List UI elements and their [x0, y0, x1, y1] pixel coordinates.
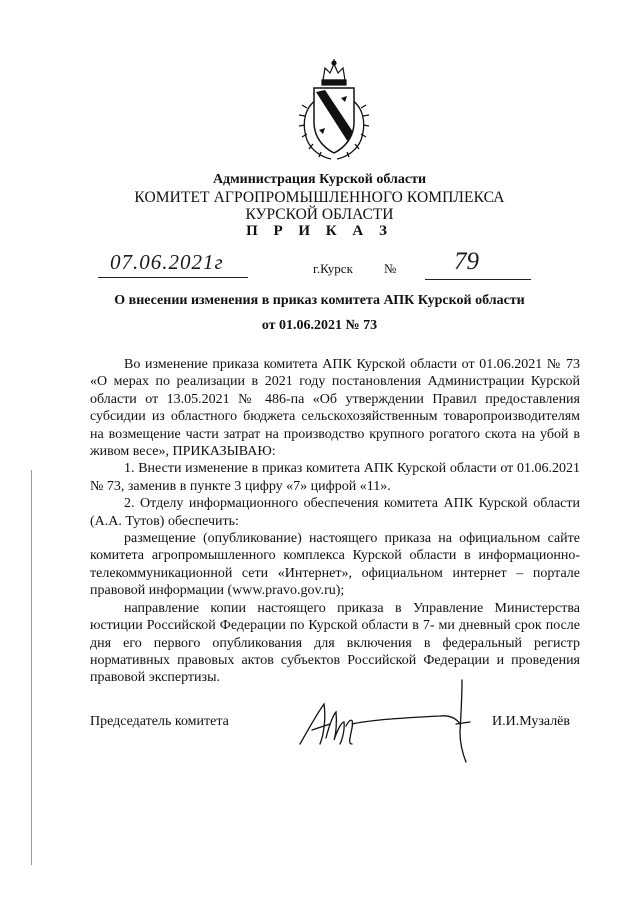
order-body: [90, 356, 580, 687]
number-underline: [425, 279, 531, 280]
number-sign: №: [384, 261, 397, 276]
signatory-name: И.И.Музалёв: [492, 714, 570, 729]
handwritten-signature-icon: [290, 678, 475, 768]
body-paragraph: направление копии настоящего приказа в Управление Министерства юстиции Российской Федерации по Курской области в 7- ми дневный срок после дня его первого опубликования для включения в федеральный регистр нормативных правовых актов субъектов Российской Федерации и проведения правовой экспертизы.: [90, 600, 580, 686]
signatory-role: Председатель комитета: [90, 714, 229, 729]
body-paragraph: Во изменение приказа комитета АПК Курской области от 01.06.2021 № 73 «О мерах по реализации в 2021 году постановления Администрации Курской области от 13.05.2021 № 486-па «Об утверждении Правил предоставления субсидии из областного бюджета сельскохозяйственным товаропроизводителям на возмещение части затрат на производство крупного рогатого скота на убой в живом весе», ПРИКАЗЫВАЮ:: [90, 357, 580, 460]
body-paragraph: 1. Внести изменение в приказ комитета АПК Курской области от 01.06.2021 № 73, заменив в пункте 3 цифру «7» цифрой «11».: [90, 461, 580, 494]
administration-heading: Администрация Курской области: [212, 172, 427, 187]
body-paragraph: размещение (опубликование) настоящего приказа на официальном сайте комитета агропромышленного комплекса Курской области в информационно- телекоммуникационной сети «Интернет», официальном интернет – портале правовой информации (www.pravo.gov.ru);: [90, 531, 580, 599]
order-title-line-2: от 01.06.2021 № 73: [261, 318, 378, 333]
handwritten-date: 07.06.2021г: [110, 250, 224, 274]
document-type-heading: П Р И К А З: [246, 223, 393, 239]
scan-edge-line: [31, 470, 32, 865]
date-underline: [98, 277, 248, 278]
handwritten-order-number: 79: [454, 248, 479, 275]
order-title-line-1: О внесении изменения в приказ комитета АПК Курской области: [114, 293, 525, 308]
body-paragraph: 2. Отделу информационного обеспечения комитета АПК Курской области (А.А. Тутов) обеспечить:: [90, 496, 580, 529]
committee-heading: КОМИТЕТ АГРОПРОМЫШЛЕННОГО КОМПЛЕКСА: [134, 189, 505, 206]
kursk-coat-of-arms-icon: [297, 58, 371, 162]
region-heading: КУРСКОЙ ОБЛАСТИ: [245, 206, 394, 223]
city-label: г.Курск: [313, 261, 353, 276]
